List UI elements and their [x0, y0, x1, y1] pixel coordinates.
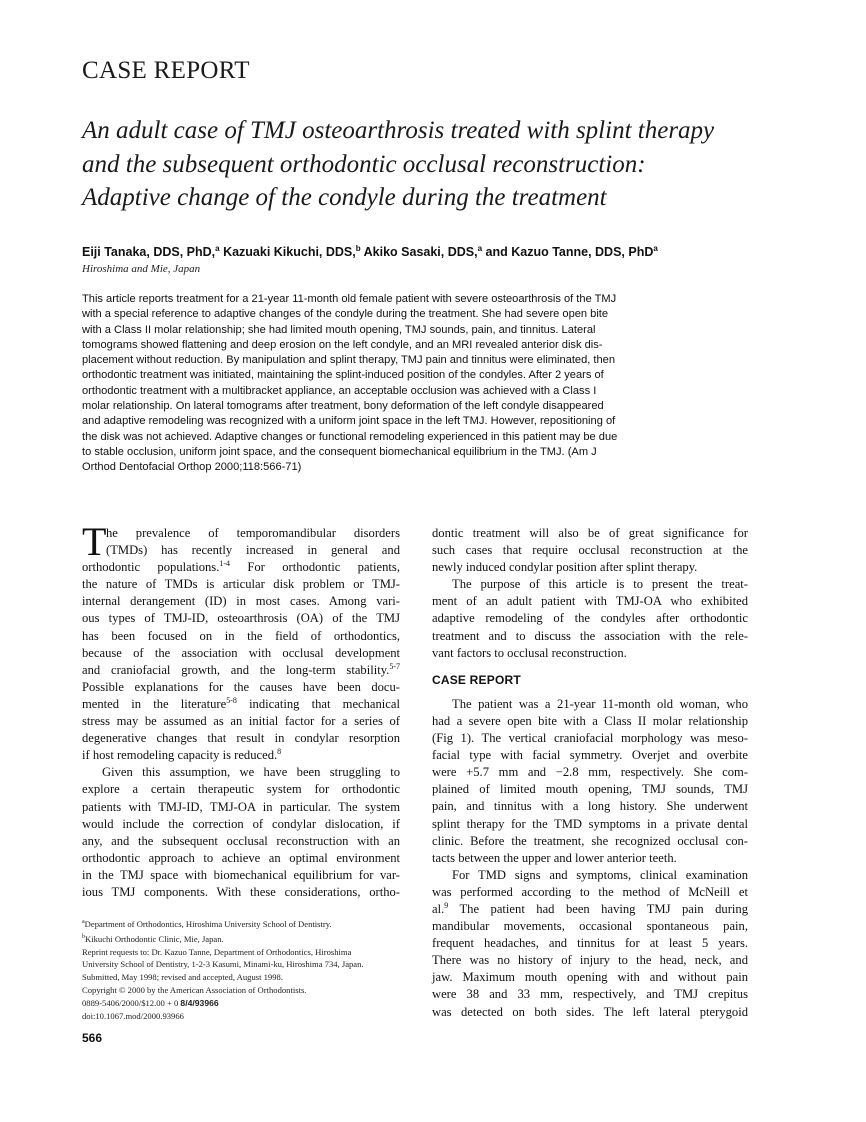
body-line: jaw. Maximum mouth opening with and without pain	[432, 970, 748, 985]
footnote-line: $^a$Department of Orthodontics, Hiroshima University School of Dentistry.	[82, 918, 332, 929]
page-number: 566	[82, 1031, 103, 1045]
affiliation-marker: a	[653, 244, 658, 253]
footnote-line: University School of Dentistry, 1-2-3 Kasumi, Minami-ku, Hiroshima 734, Japan.	[82, 959, 364, 970]
body-line: tacts between the upper and lower anterior teeth.	[432, 850, 677, 865]
body-line: because of the association with occlusal development	[82, 645, 400, 660]
abstract-line: and adaptive remodeling was recognized with a uniform joint space in the left TMJ. However, repositioning of	[82, 415, 616, 428]
abstract-line: orthodontic treatment was initiated, maintaining the splint-induced position of the condyles. After 2 years of	[82, 369, 604, 382]
footnote-line: 0889-5406/2000/$12.00 + 0 8/4/93966	[82, 998, 219, 1009]
citation-ref: 5-8	[226, 695, 237, 705]
body-line: pain, and tinnitus with a long history. She underwent	[432, 799, 748, 814]
body-line: and craniofacial growth, and the long-term stability.$^{5-7}$	[82, 661, 400, 677]
body-line: frequent headaches, and tinnitus for at least 5 years.	[432, 936, 748, 951]
body-line: was detected on both sides. The left lateral pterygoid	[432, 1004, 748, 1019]
footnote-line: doi:10.1067.mod/2000.93966	[82, 1011, 184, 1022]
abstract-line: the disk was not achieved. Adaptive changes or functional remodeling experienced in this patient may be due	[82, 430, 618, 443]
abstract-line: molar relationship. On lateral tomograms after treatment, bony deformation of the left condyle disappeared	[82, 400, 604, 413]
author-name: Kazuaki Kikuchi, DDS,	[219, 245, 356, 260]
body-line: newly induced condylar position after splint therapy.	[432, 560, 698, 575]
footnote-line: Reprint requests to: Dr. Kazuo Tanne, Department of Orthodontics, Hiroshima	[82, 946, 352, 957]
body-line: splint therapy for the TMD symptoms in a private dental	[432, 816, 748, 831]
footnote-line: $^b$Kikuchi Orthodontic Clinic, Mie, Japan.	[82, 933, 224, 944]
abstract	[82, 292, 794, 476]
body-line: clinic. Before the treatment, she recognized occlusal con-	[432, 833, 748, 848]
body-line: facial type with facial symmetry. Overjet and overbite	[432, 748, 748, 763]
body-line: (TMDs) has recently increased in general and	[106, 543, 400, 558]
body-line: had a severe open bite with a Class II molar relationship	[432, 713, 748, 728]
title-line-1: An adult case of TMJ osteoarthrosis treated with splint therapy	[82, 117, 715, 144]
body-line: There was no history of injury to the head, neck, and	[432, 953, 748, 968]
section-label: CASE REPORT	[82, 57, 250, 84]
section-heading: CASE REPORT	[432, 672, 521, 687]
body-line: in the TMJ space with biomechanical equilibrium for var-	[82, 867, 400, 882]
body-line: al.$^9$ The patient had been having TMJ pain during	[432, 900, 748, 916]
body-line: ous types of TMJ-ID, osteoarthrosis (OA) of the TMJ	[82, 611, 400, 626]
body-line: orthodontic approach to achieve an optimal environment	[82, 850, 400, 865]
body-line: orthodontic populations.$^{1-4}$ For orthodontic patients,	[82, 559, 400, 575]
body-line: The purpose of this article is to present the treat-	[452, 577, 748, 592]
body-line: mented in the literature$^{5-8}$ indicating that mechanical	[82, 695, 400, 711]
affiliation-marker: a	[215, 244, 220, 253]
footnote-line: Submitted, May 1998; revised and accepted, August 1998.	[82, 972, 283, 983]
body-line: such cases that require occlusal reconstruction at the	[432, 543, 748, 558]
abstract-line: tomograms showed flattening and deep erosion on the left condyle, and an MRI revealed anterior disk dis-	[82, 338, 603, 351]
abstract-line: orthodontic treatment with a multibracket appliance, an acceptable occlusion was achieved with a Class I	[82, 384, 597, 397]
affiliation-marker: a	[477, 244, 483, 253]
body-line: The patient was a 21-year 11-month old woman, who	[452, 696, 748, 711]
body-line: the nature of TMDs is articular disk problem or TMJ-	[82, 577, 400, 592]
author-name: Eiji Tanaka, DDS, PhD,	[82, 245, 216, 260]
body-line: mandibular movements, occasional spontaneous pain,	[432, 919, 748, 934]
author-affiliation: Hiroshima and Mie, Japan	[82, 263, 201, 275]
body-line: were +5.7 mm and −2.8 mm, respectively. She com-	[432, 765, 748, 780]
article-title	[82, 114, 782, 215]
body-line: vant factors to occlusal reconstruction.	[432, 645, 627, 660]
abstract-line: with a Class II molar relationship; she had limited mouth opening, TMJ sounds, pain, and tinnitus. Lateral	[82, 323, 596, 336]
affiliation-marker: b	[355, 244, 361, 253]
abstract-line: placement without reduction. By manipulation and splint therapy, TMJ pain and tinnitus were eliminated, then	[82, 354, 616, 367]
drop-cap: T	[82, 519, 107, 564]
footnote-line: Copyright © 2000 by the American Association of Orthodontists.	[82, 985, 307, 996]
abstract-line: This article reports treatment for a 21-year 11-month old female patient with severe osteoarthrosis of the TMJ	[82, 293, 617, 305]
body-column-right	[432, 525, 748, 1021]
body-line: would include the correction of condylar dislocation, if	[82, 816, 400, 831]
body-line: dontic treatment will also be of great significance for	[432, 526, 748, 540]
citation-ref: 1-4	[219, 559, 231, 568]
title-line-3: Adaptive change of the condyle during the treatment	[82, 184, 607, 211]
title-line-2: and the subsequent orthodontic occlusal reconstruction:	[82, 150, 646, 178]
author-name: Akiko Sasaki, DDS,	[360, 245, 478, 260]
body-line: were 38 and 33 mm, respectively, and TMJ crepitus	[432, 987, 748, 1002]
body-line: treatment and to discuss the association with the rele-	[432, 628, 748, 643]
abstract-line: Orthod Dentofacial Orthop 2000;118:566-71)	[82, 461, 302, 474]
footnotes	[82, 916, 402, 1023]
body-line: internal derangement (ID) in most cases. Among vari-	[82, 594, 400, 609]
author-name: and Kazuo Tanne, DDS, PhD	[482, 245, 654, 260]
citation-ref: 9	[444, 900, 449, 910]
body-line: he prevalence of temporomandibular disorders	[106, 526, 400, 540]
body-line: if host remodeling capacity is reduced.$^8$	[82, 747, 282, 763]
body-line: adaptive remodeling of the condyles after orthodontic	[432, 611, 748, 626]
body-line: Possible explanations for the causes have been docu-	[82, 679, 400, 694]
body-line: degenerative changes that result in condylar resorption	[82, 731, 400, 746]
body-line: plained of limited mouth opening, TMJ sounds, TMJ	[432, 782, 748, 797]
body-line: has been focused on in the field of orthodontics,	[82, 628, 400, 643]
body-line: For TMD signs and symptoms, clinical examination	[452, 867, 748, 882]
body-line: Given this assumption, we have been struggling to	[102, 765, 400, 780]
body-line: ious TMJ components. With these considerations, ortho-	[82, 884, 400, 899]
body-line: any, and the subsequent occlusal reconstruction with an	[82, 833, 400, 848]
body-line: ment of an adult patient with TMJ-OA who exhibited	[432, 594, 748, 609]
abstract-line: with a special reference to adaptive changes of the condyle during the treatment. She had severe open bite	[82, 308, 609, 321]
citation-ref: 5-7	[389, 661, 400, 671]
body-line: patients with TMJ-ID, TMJ-OA in particular. The system	[82, 799, 400, 814]
citation-ref: 8	[277, 747, 282, 757]
body-line: (Fig 1). The vertical craniofacial morphology was meso-	[432, 731, 748, 746]
abstract-line: to stable occlusion, uniform joint space, and the consequent biomechanical equilibrium in the TMJ. (Am J	[82, 445, 597, 458]
author-list	[82, 244, 782, 259]
body-line: was performed according to the method of McNeill et	[432, 884, 748, 899]
body-line: stress may be assumed as an initial factor for a series of	[82, 714, 400, 729]
body-column-left	[82, 519, 400, 901]
body-line: explore a certain therapeutic system for orthodontic	[82, 782, 400, 797]
